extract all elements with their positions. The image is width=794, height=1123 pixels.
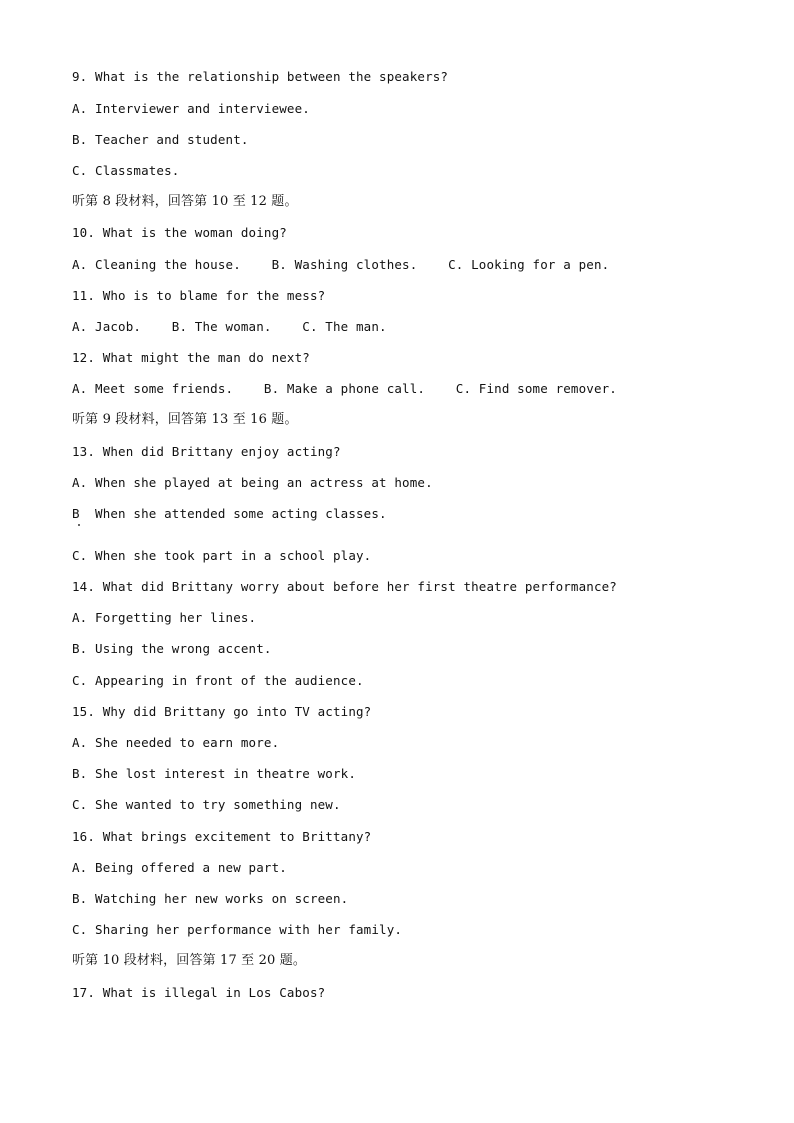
question-10: 10. What is the woman doing? (72, 225, 287, 240)
options-10: A. Cleaning the house. B. Washing clothes. C. Looking for a pen. (72, 257, 610, 272)
question-13: 13. When did Brittany enjoy acting? (72, 444, 341, 459)
section-8-instruction: 听第 8 段材料，回答第 10 至 12 题。 (72, 194, 298, 209)
scan-mark (78, 524, 80, 526)
option-13a: A. When she played at being an actress at home. (72, 475, 433, 490)
option-15b: B. She lost interest in theatre work. (72, 766, 356, 781)
option-13b: B When she attended some acting classes. (72, 506, 387, 521)
option-9a: A. Interviewer and interviewee. (72, 101, 310, 116)
option-15a: A. She needed to earn more. (72, 735, 280, 750)
question-11: 11. Who is to blame for the mess? (72, 288, 326, 303)
section-10-instruction: 听第 10 段材料，回答第 17 至 20 题。 (72, 953, 307, 968)
option-16b: B. Watching her new works on screen. (72, 891, 349, 906)
option-15c: C. She wanted to try something new. (72, 797, 341, 812)
option-9c: C. Classmates. (72, 163, 180, 178)
option-9b: B. Teacher and student. (72, 132, 249, 147)
options-12: A. Meet some friends. B. Make a phone call. C. Find some remover. (72, 381, 617, 396)
question-14: 14. What did Brittany worry about before her first theatre performance? (72, 579, 617, 594)
section-9-instruction: 听第 9 段材料，回答第 13 至 16 题。 (72, 412, 298, 427)
option-14a: A. Forgetting her lines. (72, 610, 257, 625)
option-13c: C. When she took part in a school play. (72, 548, 372, 563)
question-12: 12. What might the man do next? (72, 350, 310, 365)
question-15: 15. Why did Brittany go into TV acting? (72, 704, 372, 719)
option-14b: B. Using the wrong accent. (72, 641, 272, 656)
options-11: A. Jacob. B. The woman. C. The man. (72, 319, 387, 334)
option-16a: A. Being offered a new part. (72, 860, 287, 875)
question-9: 9. What is the relationship between the speakers? (72, 69, 449, 84)
question-16: 16. What brings excitement to Brittany? (72, 829, 372, 844)
option-14c: C. Appearing in front of the audience. (72, 673, 364, 688)
option-16c: C. Sharing her performance with her family. (72, 922, 403, 937)
question-17: 17. What is illegal in Los Cabos? (72, 985, 326, 1000)
